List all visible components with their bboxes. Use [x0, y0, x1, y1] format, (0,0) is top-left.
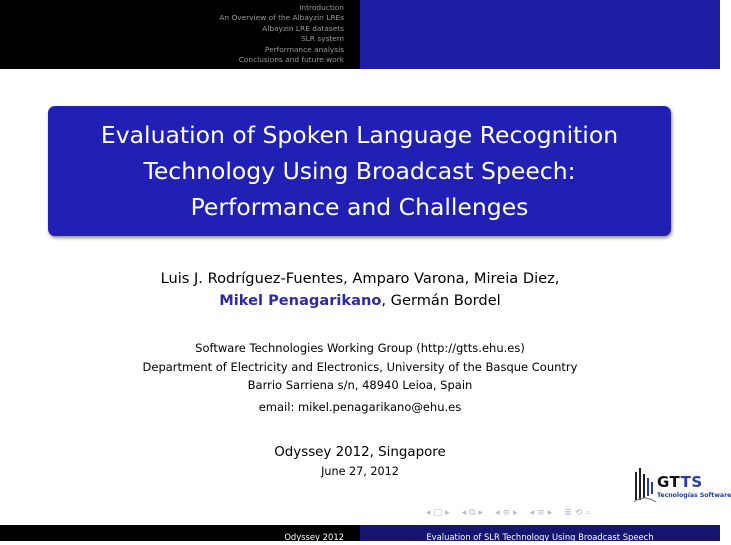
nav-prev-section-icon[interactable]: ◂ — [529, 508, 535, 518]
footer-left — [0, 525, 360, 541]
nav-next-subsection-icon[interactable]: ▸ — [513, 508, 518, 518]
affiliation-group: Software Technologies Working Group (http://gtts.ehu.es) — [195, 341, 525, 355]
slide-title — [101, 117, 618, 225]
title-block — [48, 106, 671, 236]
nav-back-icon[interactable]: ≣ — [564, 508, 572, 518]
logo-subtitle: Tecnologías Software — [657, 492, 731, 499]
affiliation-department: Department of Electricity and Electronics, University of the Basque Country — [142, 360, 578, 374]
footer-conference: Odyssey 2012 — [284, 532, 344, 542]
contact-email: email: mikel.penagarikano@ehu.es — [258, 400, 462, 414]
nav-prev-slide-icon[interactable]: ◂ — [426, 508, 431, 518]
author-remainder: , Germán Bordel — [381, 292, 501, 309]
nav-prev-subsection-icon[interactable]: ◂ — [495, 508, 500, 518]
nav-item-conclusions[interactable]: Conclusions and future work — [238, 55, 344, 65]
author-line-2 — [0, 290, 720, 312]
nav-item-slr-system[interactable]: SLR system — [300, 34, 344, 44]
footer-right — [360, 525, 720, 541]
logo-text-ts: TS — [680, 473, 703, 491]
nav-zoom-icon[interactable]: ⌕ — [585, 508, 591, 518]
affiliation-address: Barrio Sarriena s/n, 48940 Leioa, Spain — [247, 378, 473, 392]
event-name: Odyssey 2012, Singapore — [274, 445, 446, 460]
nav-item-overview[interactable]: An Overview of the Albayzin LREs — [219, 13, 344, 23]
top-navigation-bar — [0, 0, 720, 69]
section-navigation — [0, 0, 360, 69]
nav-item-datasets[interactable]: Albayzin LRE datasets — [262, 23, 344, 33]
nav-next-slide-icon[interactable]: ▸ — [445, 508, 450, 518]
title-line-3: Performance and Challenges — [190, 193, 529, 221]
logo-text-gt: GT — [657, 473, 681, 491]
footer-short-title: Evaluation of SLR Technology Using Broadcast Speech — [426, 532, 654, 542]
nav-slide-icon[interactable]: □ — [433, 508, 443, 518]
logo-mark-icon — [632, 464, 658, 510]
title-line-1: Evaluation of Spoken Language Recognition — [100, 121, 619, 149]
section-list — [219, 3, 344, 65]
logo-wordmark — [657, 473, 703, 491]
beamer-navigation-controls — [426, 508, 590, 518]
title-line-2: Technology Using Broadcast Speech: — [143, 157, 576, 185]
nav-next-section-icon[interactable]: ▸ — [547, 508, 553, 518]
nav-frame-icon[interactable]: ⧉ — [469, 508, 476, 518]
nav-next-frame-icon[interactable]: ▸ — [478, 508, 484, 518]
footer-bar — [0, 525, 720, 541]
header-right-panel — [360, 0, 720, 69]
nav-item-introduction[interactable]: Introduction — [299, 3, 344, 12]
nav-section-icon[interactable]: ≡ — [537, 508, 545, 518]
gtts-logo — [632, 464, 731, 510]
nav-item-performance[interactable]: Performance analysis — [264, 44, 344, 54]
event-date: June 27, 2012 — [321, 465, 399, 478]
nav-subsection-icon[interactable]: ≡ — [502, 508, 511, 518]
nav-search-icon[interactable]: ⟲ — [574, 508, 583, 518]
author-line-1: Luis J. Rodríguez-Fuentes, Amparo Varona, Mireia Diez, — [160, 270, 560, 287]
presenter-name: Mikel Penagarikano — [219, 292, 382, 309]
nav-prev-frame-icon[interactable]: ◂ — [461, 508, 467, 518]
